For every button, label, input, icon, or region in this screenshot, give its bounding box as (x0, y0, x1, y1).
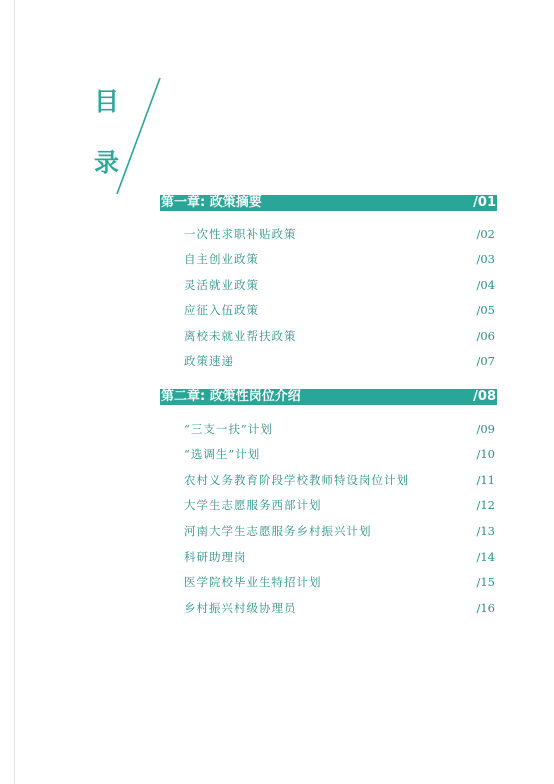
toc-item-page: /16 (476, 601, 495, 615)
toc-item-page: /05 (476, 303, 495, 317)
toc-item-page: /11 (476, 473, 495, 487)
toc-item[interactable] (184, 225, 497, 243)
toc-item-label: 医学院校毕业生特招计划 (184, 575, 322, 589)
chapter-title: 第二章: 政策性岗位介绍 (161, 389, 301, 404)
toc-item-label: 乡村振兴村级协理员 (184, 601, 297, 615)
toc-item-page: /09 (476, 422, 495, 436)
toc-item[interactable] (184, 327, 497, 345)
toc-item-label: 科研助理岗 (184, 550, 247, 564)
toc-title-char-2: 录 (94, 148, 120, 177)
toc-item-label: 离校未就业帮扶政策 (184, 329, 297, 343)
toc-item-page: /10 (476, 447, 495, 461)
toc-item-page: /15 (476, 575, 495, 589)
toc-item-page: /06 (476, 329, 495, 343)
toc-item[interactable] (184, 548, 497, 566)
toc-item-page: /07 (476, 354, 495, 368)
toc-item[interactable] (184, 445, 497, 463)
toc-item-page: /02 (476, 227, 495, 241)
toc-item[interactable] (184, 420, 497, 438)
toc-item[interactable] (184, 522, 497, 540)
chapter-title: 第一章: 政策摘要 (161, 195, 262, 210)
toc-item-label: 一次性求职补贴政策 (184, 227, 297, 241)
toc-item[interactable] (184, 250, 497, 268)
chapter-page-number: /08 (473, 389, 496, 404)
chapter-2-header[interactable] (160, 389, 497, 405)
chapter-1-header[interactable] (160, 195, 497, 211)
toc-item-label: 自主创业政策 (184, 252, 259, 266)
toc-item-label: 大学生志愿服务西部计划 (184, 498, 322, 512)
toc-item[interactable] (184, 352, 497, 370)
toc-item[interactable] (184, 301, 497, 319)
toc-item-label: “选调生”计划 (184, 447, 261, 461)
toc-item-page: /12 (476, 498, 495, 512)
toc-item-label: 农村义务教育阶段学校教师特设岗位计划 (184, 473, 409, 487)
toc-item-page: /04 (476, 278, 495, 292)
toc-item[interactable] (184, 599, 497, 617)
toc-item[interactable] (184, 471, 497, 489)
toc-item-label: 政策速递 (184, 354, 234, 368)
toc-item-label: 灵活就业政策 (184, 278, 259, 292)
toc-item-page: /14 (476, 550, 495, 564)
toc-item[interactable] (184, 276, 497, 294)
toc-item-label: 河南大学生志愿服务乡村振兴计划 (184, 524, 372, 538)
toc-item[interactable] (184, 496, 497, 514)
toc-item-label: “三支一扶”计划 (184, 422, 273, 436)
toc-item-page: /03 (476, 252, 495, 266)
toc-item-label: 应征入伍政策 (184, 303, 259, 317)
toc-item[interactable] (184, 573, 497, 591)
toc-item-page: /13 (476, 524, 495, 538)
chapter-page-number: /01 (473, 195, 496, 210)
toc-title-char-1: 目 (94, 87, 120, 116)
